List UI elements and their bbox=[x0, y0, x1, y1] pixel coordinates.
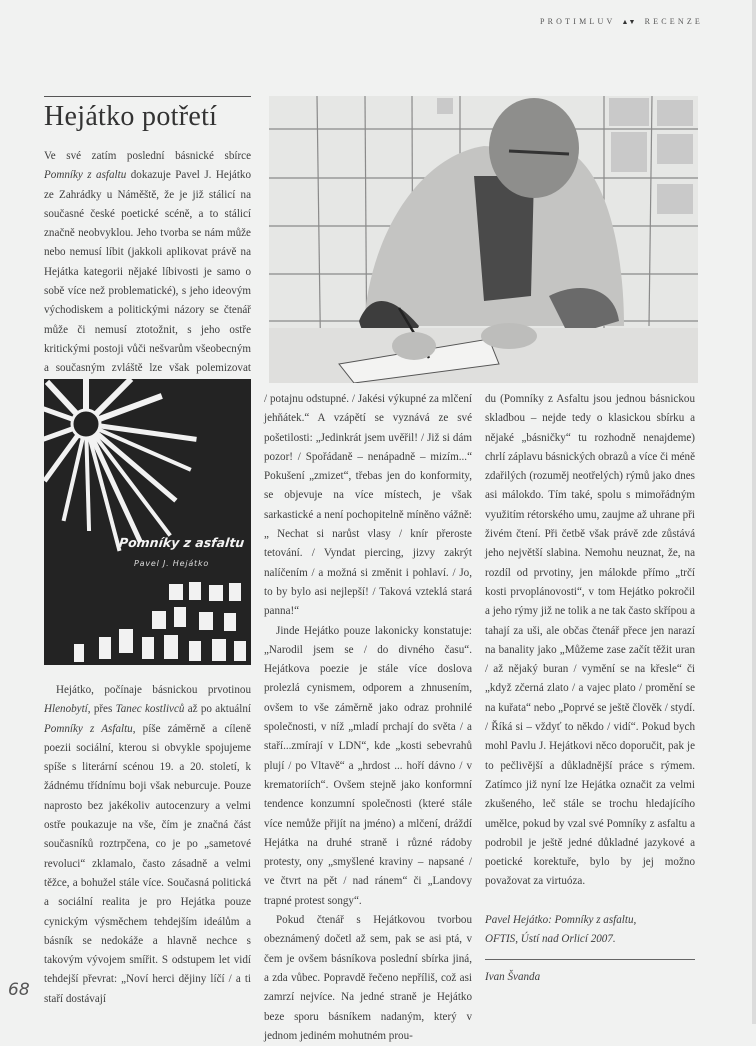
paragraph: du (Pomníky z Asfaltu jsou jednou básnickou skladbou – nejde tedy o klasickou sbírku a nějaké „básničky“ tu rozhodně nenajdeme) chrlí záplavu básnických obrazů a více či méně zdařilých (rozuměj neotřelých) rýmů jako dnes asi málokdo. Tím také, spolu s mimořádným využitím rétorského umu, zaujme až uhrane při živém čtení. Při četbě však právě zde zůstává jeho největší slabina. Nemohu neuznat, že, na rozdíl od prvotiny, jen málokde přímo „trčí kosti prvoplánovosti“, v tom Hejátko pokročil a jeho rýmy již ne tolik a ne tak často skřípou a tahají za uši, ale občas čtenář přece jen narazí na banality jako „Můžeme zase začít těžit uran / až nějaký buran / vymění se na křesle“ či „když zčerná zlato / a vajec plato / promění se na kuřata“ nebo „Poprvé se ještě člověk / stydí. / Říká si – vždyť to někdo / vidí“. Pokud bych mohl Pavlu J. Hejátkovi něco doporučit, pak je to pečlivější a důkladnější práce s rýmem. Zatímco již nyní lze Hejátka označit za velmi zkušeného, leč stále se trochu hledajícího umělce, pokud by vzal své Pomníky z asfaltu a podrobil je ještě jedné důkladné jazykové a poetické korektuře, bylo by jej možno považovat za virtuóza. bbox=[485, 393, 695, 888]
triangles-icon: ▲▼ bbox=[621, 18, 636, 26]
head bbox=[489, 98, 579, 198]
page-number: 68 bbox=[8, 980, 30, 1000]
book-title: Pomníky z asfaltu bbox=[44, 169, 127, 182]
running-head bbox=[540, 17, 703, 26]
book-title: Tanec kostlivců bbox=[115, 703, 185, 716]
hand bbox=[481, 323, 537, 349]
lead-text-a: Ve své zatím poslední básnické sbírce bbox=[44, 150, 251, 162]
book-title: Pomníky z Asfaltu bbox=[44, 722, 133, 735]
body-text: , přes bbox=[87, 703, 116, 716]
lead-text-b: dokazuje Pavel J. Hejátko ze Zahrádky u Náměště, že je již stálicí na současné české poetické scéně, a to stálicí značně neobvyklou. Jeho tvorba se nám může nebo nemusí líbit (jakkoli aplikovat právě na Hejátka kategorii nějaké líbivosti je samo o sobě více než problematické), s jeho ideovým východiskem a politickými názory se čtenář může či nemusí ztotožnit, s jeho ostře kritickými postoji vůči nešvarům všeobecným a současným zvláště lze však polemizovat bbox=[44, 169, 251, 375]
article-title: Hejátko potřetí bbox=[44, 101, 218, 132]
sun-rays bbox=[44, 379, 194, 549]
title-rule bbox=[44, 96, 251, 97]
author-photo bbox=[269, 96, 698, 383]
cover-author: Pavel J. Hejátko bbox=[134, 559, 210, 568]
column-1-body bbox=[44, 681, 251, 1009]
photo-illustration bbox=[269, 96, 698, 383]
paragraph: / potajnu odstupné. / Jakési výkupné za mlčení jehňátek.“ A vzápětí se vyznává ze své pošetilosti: „Jedinkrát jsem uvěřil! / Již si dám pozor! / Spořádaně – nenápadně – mizím...“ Pokušení „zmizet“, třebas jen do konformity, se objevuje na více místech, je však sarkastické a není pochopitelně míněno vážně: „ Nechat si narůst vlasy / knír přeroste tetování. / Vyndat piercing, jizvy zakrýt nalíčením / a možná si změnit i pohlaví. / Jo, to by bylo asi nejlepší! / Taková vzteklá stará panna!“ bbox=[264, 393, 472, 618]
author-signature: Ivan Švanda bbox=[485, 971, 541, 984]
paragraph: Pokud čtenář s Hejátkovou tvorbou obeznámený dočetl až sem, pak se asi ptá, v čem je ovšem básníkova poslední sbírka jiná, a zda vůbec. Popravdě řečeno nepříliš, což asi zamrzí nejvíce. Na jedné straně je Hejátko beze sporu básníkem nadaným, který v jednom jediném mohutném prou- bbox=[264, 914, 472, 1042]
cover-title: Pomníky z asfaltu bbox=[118, 535, 246, 550]
sun-core bbox=[72, 410, 100, 438]
running-head-category: RECENZE bbox=[644, 17, 703, 26]
page-edge bbox=[752, 0, 756, 1024]
body-text: Hejátko, počínaje básnickou prvotinou bbox=[56, 684, 251, 696]
bibliography-line: OFTIS, Ústí nad Orlicí 2007. bbox=[485, 933, 616, 946]
cover-artwork bbox=[44, 379, 251, 665]
running-head-section: PROTIMLUV bbox=[540, 17, 616, 26]
city-blocks bbox=[74, 582, 246, 662]
book-title: Hlenobytí bbox=[44, 703, 88, 716]
hand bbox=[392, 332, 436, 360]
lead-paragraph bbox=[44, 147, 251, 398]
body-text: až po aktuální bbox=[184, 703, 252, 716]
bibliography bbox=[485, 911, 695, 950]
column-2-body bbox=[264, 390, 472, 1046]
signature-rule bbox=[485, 959, 695, 960]
column-3-body bbox=[485, 390, 695, 988]
body-text: , píše záměrně a cíleně poezii sociální, kterou si obvykle spojujeme spíše s literární scénou 19. a 20. století, k žádnému třídnímu boji však neburcuje. Pouze naprosto bez jakékoliv autocenzury a velmi ostře poukazuje na vše, čím je značná část současníků roztrpčena, co je po „sametové revoluci“ zklamalo, často zásadně a velmi těžce, a bohužel stále více. Současná politická a sociální realita je pro Hejátka pouze cynickým výsměchem tehdejším ideálům a básník se nedokáže a hlavně nechce s takovým vývojem smířit. S odstupem let vidí tehdejší převrat: „Noví herci dějiny líčí / a ti staří dostávají bbox=[44, 722, 251, 1005]
book-cover bbox=[44, 379, 251, 665]
bibliography-line: Pavel Hejátko: Pomníky z asfaltu, bbox=[485, 913, 637, 926]
paragraph: Jinde Hejátko pouze lakonicky konstatuje: „Narodil jsem se / do divného času“. Hejátkova poezie je stále více doslova prolezlá cynismem, odporem a zhnusením, ovšem to vše záměrně jako odraz prohnilé společnosti, v níž „mladí prchají do světa / a staří...zmírají v LDN“, kde „kosti sebevrahů plují / po Vltavě“ a „hrdost ... hoří dávno / v krematoriích“. Ovšem stejně jako konformní tendence konzumní společnosti (které stále více nemůže přijít na jméno) a mlčení, dráždí Hejátka na druhé straně i různé rádoby protesty, ony „smyšlené kraviny – napsané / ve čtvrt na pět / nad ránem“ či „Landovy trapné protest songy“. bbox=[264, 624, 472, 907]
